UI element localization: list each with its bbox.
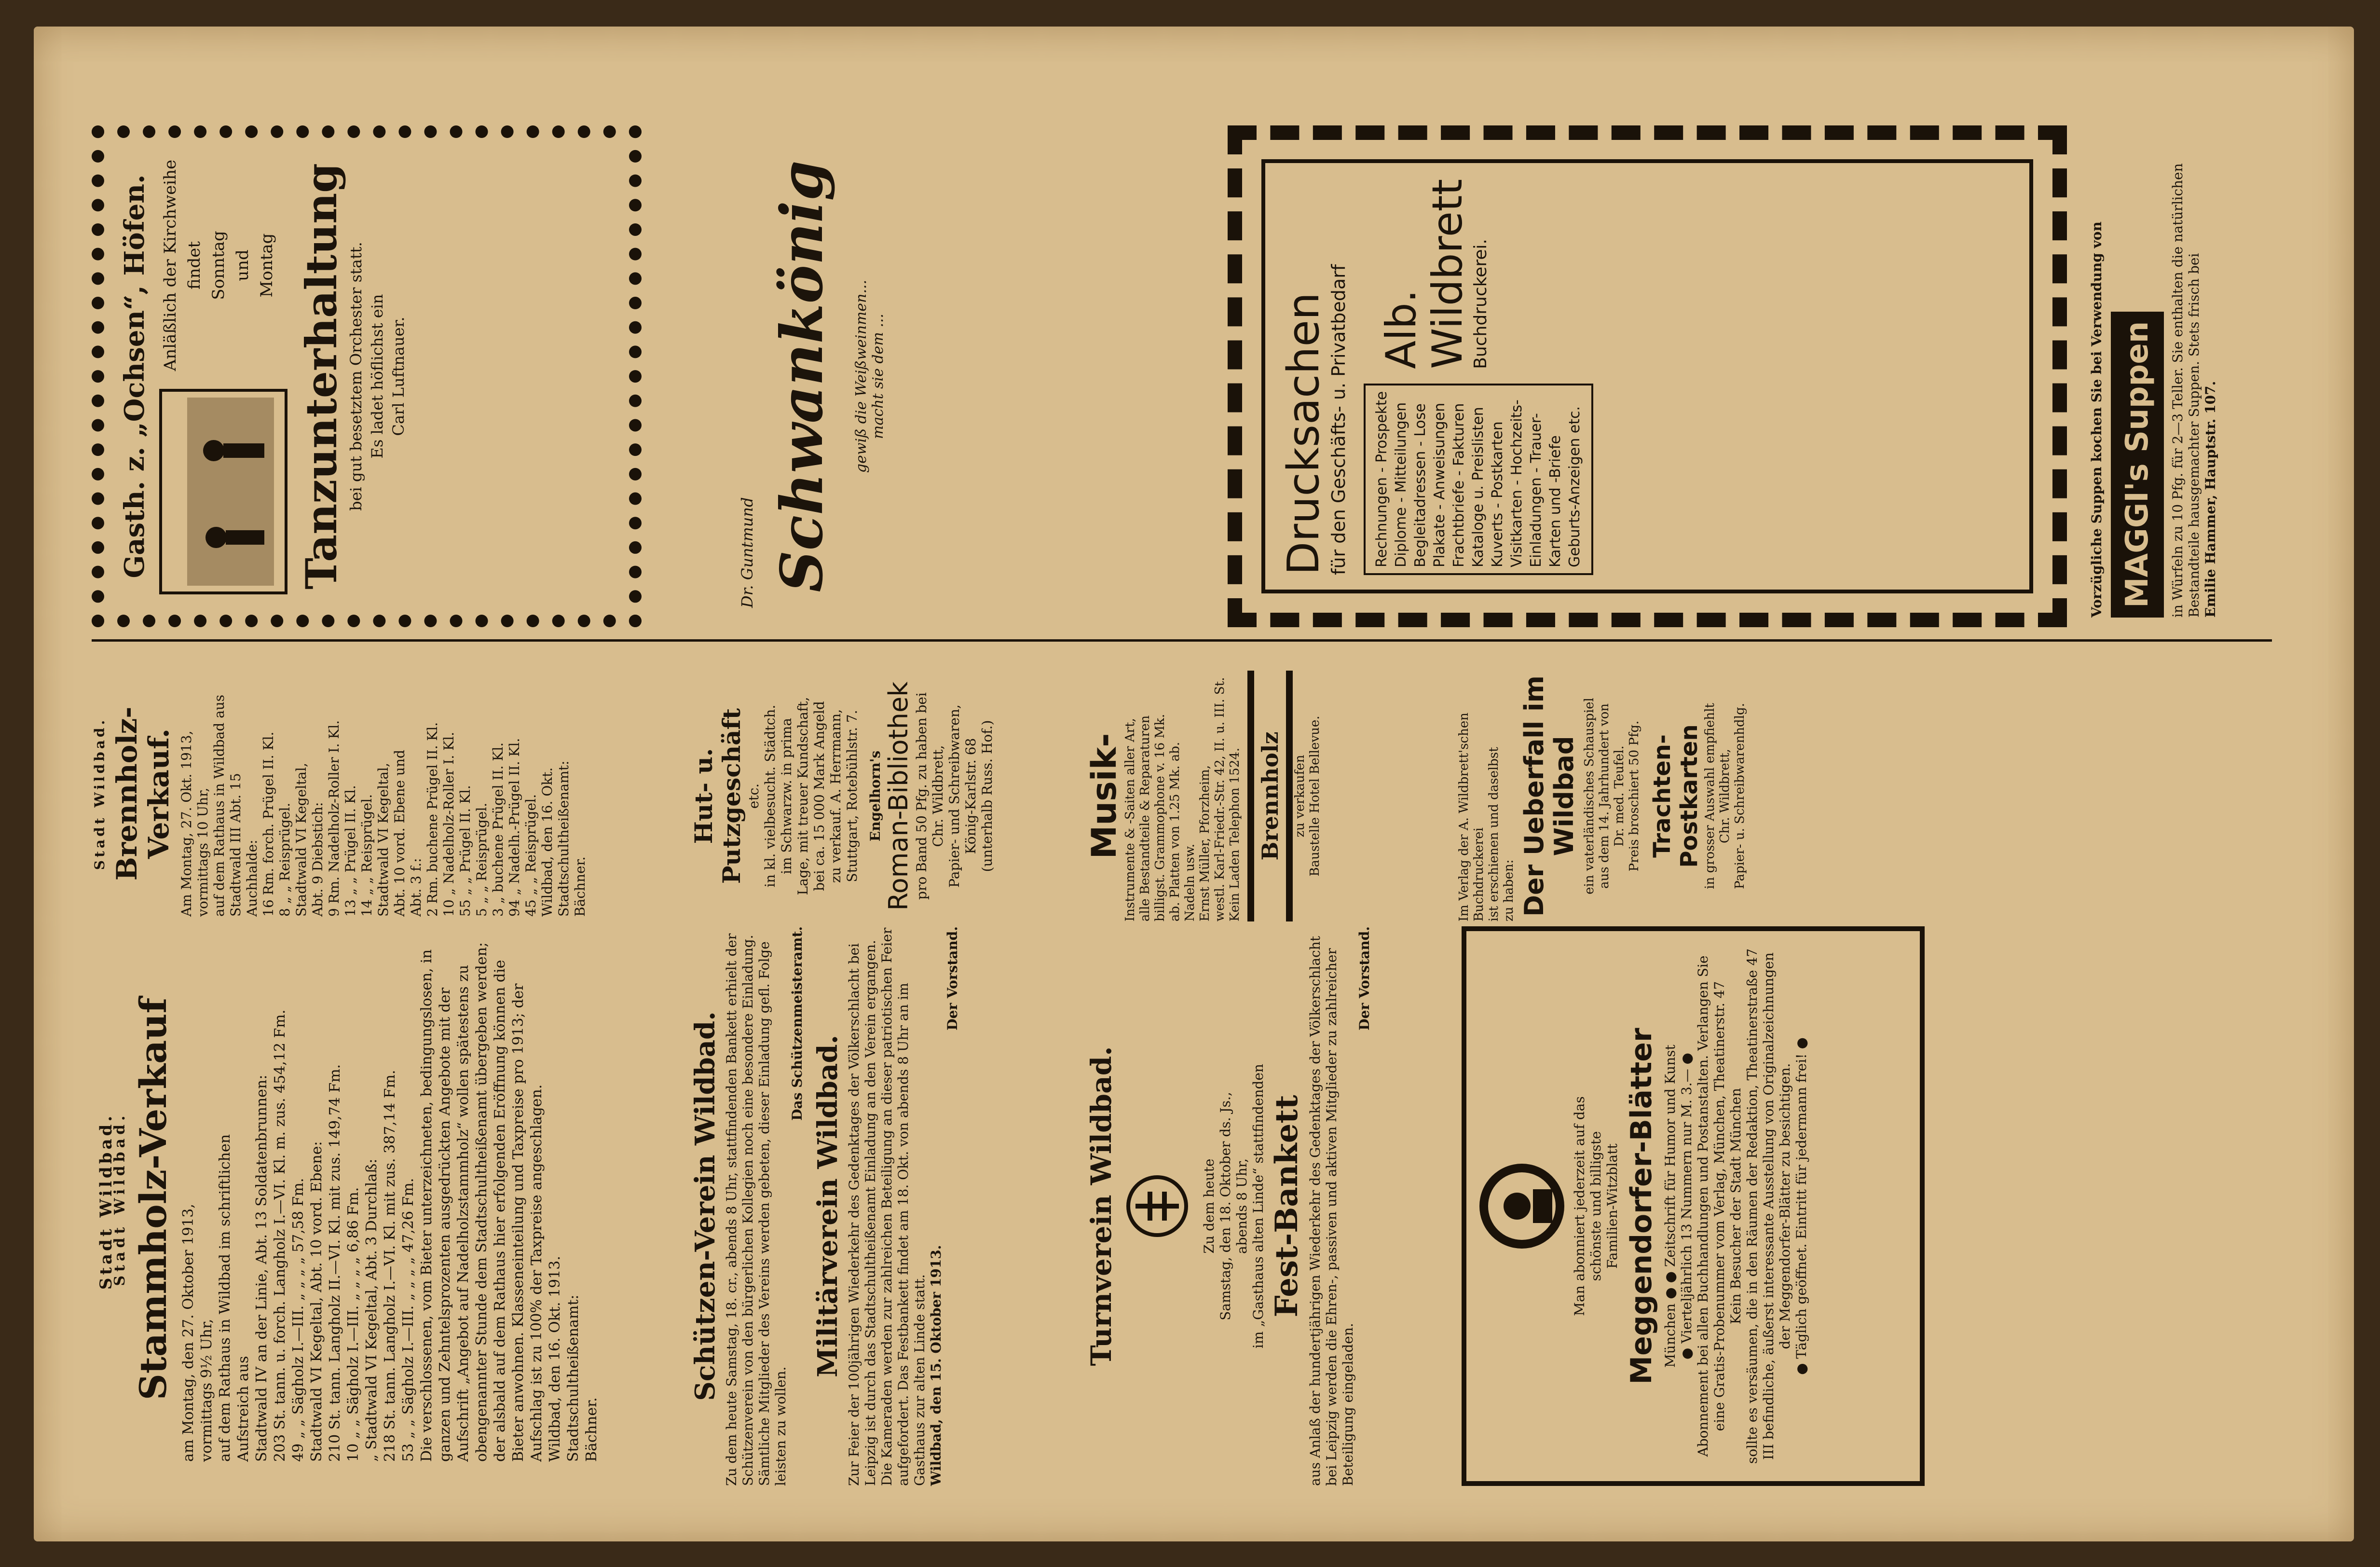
- brennholz-verkauf-line-1: vormittags 10 Uhr,: [195, 787, 211, 917]
- gasthaus-title: Gasth. z. „Ochsen“, Höfen.: [119, 174, 150, 578]
- schwanen-script-line-1: macht sie dem ...: [870, 314, 887, 439]
- ueberfall-line-0: ein vaterländisches Schauspiel: [1582, 698, 1597, 894]
- stammholz-title: Stammholz-Verkauf: [132, 997, 175, 1401]
- stammholz-line-16: Bächner.: [583, 1397, 600, 1462]
- musik-box: [1085, 671, 1452, 921]
- lower-half: [92, 666, 2272, 1496]
- stammholz-line-0: am Montag, den 27. Oktober 1913,: [180, 1204, 197, 1462]
- druck-item-8: Einladungen - Trauer-: [1528, 413, 1545, 567]
- militaer-title: Militärverein Wildbad.: [812, 1035, 844, 1377]
- engelhorn-line-2: Papier- und Schreibwaren,: [946, 704, 962, 888]
- gasthaus-line-3: und: [233, 249, 252, 281]
- brennholz-verkauf-line-0: Am Montag, 27. Okt. 1913,: [178, 730, 194, 917]
- meggendorfer-line-bottom-3: Kein Besucher der Stadt München: [1728, 1088, 1744, 1324]
- schuetzen-title: Schützen-Verein Wildbad.: [689, 1011, 721, 1401]
- stammholz-line-14: Wildbad, den 16. Okt. 1913.: [547, 1256, 563, 1462]
- meggendorfer-lines-bottom: [1662, 946, 1810, 1467]
- musik-line-6: westl. Karl-Friedr.-Str. 42, II. u. III. St.: [1213, 677, 1227, 921]
- musik-line-5: Ernst Müller, Pforzheim,: [1198, 765, 1212, 921]
- druck-firm-sub: Buchdruckerei.: [1471, 239, 1491, 369]
- musik-line-4: Nadeln usw.: [1183, 843, 1197, 921]
- musik-lines: [1123, 671, 1243, 921]
- meggendorfer-line-top-0: Man abonniert jederzeit auf das: [1572, 1096, 1587, 1316]
- engelhorn-top: Engelhorn's: [867, 750, 883, 842]
- brennholz-verkauf-title: Brennholz-Verkauf.: [110, 706, 175, 881]
- stammholz-line-1: vormittags 9½ Uhr,: [198, 1319, 215, 1462]
- verlag-line-2: zu haben:: [1502, 859, 1516, 921]
- stammholz-line-15: Stadtschultheißenamt:: [565, 1294, 582, 1462]
- engelhorn-line-4: (unterhalb Russ. Hof.): [979, 720, 995, 872]
- brennholz-verkauf-line-22: Wildbad, den 16. Okt.: [539, 767, 555, 917]
- brennholz-verkauf-line-3: Stadtwald III Abt. 15: [228, 773, 244, 917]
- hut-line-1: in kl. vielbesucht. Städtch.: [762, 704, 778, 888]
- schwanen-box: [646, 125, 1201, 627]
- engelhorn-line-3: König-Karlstr. 68: [963, 738, 979, 854]
- trachten-lines: [1703, 671, 1748, 921]
- druck-item-9: Karten und -Briefe: [1547, 435, 1564, 567]
- stammholz-line-4: Stadtwald IV an der Linie, Abt. 13 Soldatenbrunnen:: [253, 1074, 270, 1462]
- stammholz-line-3: Aufstreich aus: [235, 1356, 252, 1462]
- militaer-sign: Der Vorstand.: [944, 926, 960, 1031]
- maggi-brand: MAGGI's Suppen: [2111, 312, 2164, 618]
- musik-line-7: Kein Laden Telephon 1524.: [1228, 747, 1242, 921]
- hut-line-6: Stuttgart, Rotebühlstr. 7.: [844, 710, 860, 882]
- druck-subtitle: für den Geschäfts- u. Privatbedarf: [1328, 264, 1349, 575]
- hut-line-5: zu verkauf. A. Herrmann,: [828, 709, 844, 883]
- stammholz-line-7: Stadtwald VI Kegeltal, Abt. 10 vord. Ebene:: [308, 1141, 325, 1462]
- hut-line-4: bei ca. 15 000 Mark Angeld: [811, 701, 827, 891]
- turnverein-line-2: abends 8 Uhr,: [1234, 1158, 1250, 1254]
- brennholz-verkauf-line-15: 2 Rm. buchene Prügel II. Kl.: [424, 722, 440, 917]
- gasthaus-line2-2: Carl Luftnauer.: [389, 316, 408, 436]
- musik-line-2: billigst. Grammophone v. 16 Mk.: [1153, 714, 1167, 921]
- stammholz-line-2: auf dem Rathaus in Wildbad im schriftlichen: [217, 1134, 233, 1462]
- brennholz-verkauf-line-7: Stadtwald VI Kegeltal,: [293, 763, 309, 917]
- stammholz-line-12: 53 „ „ Sägholz I.—III. „ „ „ „ 47,26 Fm.: [400, 1178, 417, 1462]
- turnverein-line-3: im „Gasthaus alten Linde“ stattfindenden: [1250, 1064, 1266, 1348]
- brennholz-verkauf-line-13: Abt. 10 vord. Ebene und: [392, 750, 408, 917]
- stammholz-line-8: 210 St. tann. Langholz II.—VI. Kl. mit zus. 149,74 Fm.: [327, 1064, 343, 1462]
- druck-firm: Alb. Wildbrett: [1377, 179, 1472, 369]
- brennholz-verkauf-line-2: auf dem Rathaus in Wildbad aus: [211, 694, 227, 917]
- brennholz-title: Brennholz: [1247, 671, 1293, 921]
- stammholz-top-label: Stadt Wildbad.: [111, 1112, 128, 1286]
- trachten-line-2: Papier- u. Schreibwarenhdlg.: [1733, 703, 1747, 889]
- schwanen-script: [853, 145, 887, 608]
- druck-item-10: Geburts-Anzeigen etc.: [1566, 406, 1583, 567]
- ueberfall-title: Der Ueberfall im Wildbad: [1519, 675, 1579, 917]
- brennholz-verkauf-line-19: 3 „ buchene Prügel II. Kl.: [490, 742, 506, 917]
- ueberfall-line-1: aus dem 14. Jahrhundert von: [1597, 703, 1612, 889]
- turnverein-lines: [1201, 926, 1267, 1486]
- druck-item-6: Kuverts - Postkarten: [1489, 421, 1506, 567]
- dance-scene-icon: [158, 388, 288, 595]
- ueberfall-line-2: Dr. med. Teufel.: [1612, 745, 1627, 847]
- druck-item-7: Visitkarten - Hochzeits-: [1508, 399, 1525, 567]
- meggendorfer-title: Meggendorfer-Blätter: [1625, 1028, 1658, 1385]
- stammholz-line-6: 49 „ „ Sägholz I.—III. „ „ „ „ 57,58 Fm.: [290, 1178, 307, 1462]
- meggendorfer-line-bottom-5: ● Täglich geöffnet. Eintritt für jedermann frei! ●: [1793, 1037, 1809, 1375]
- gasthaus-line-2: Sonntag: [209, 231, 228, 300]
- verlag-line-0: Im Verlag der A. Wildbrett'schen Buchdruckerei: [1457, 713, 1486, 921]
- turnverein-line-1: Samstag, den 18. Oktober ds. Js.,: [1217, 1092, 1233, 1320]
- musik-line-3: ab. Platten von 1.25 Mk. ab.: [1168, 742, 1182, 921]
- brennholz-verkauf-lines: [178, 671, 588, 917]
- brennholz-verkauf-line-6: 8 „ „ Reisprügel.: [277, 802, 293, 917]
- meggendorfer-line-bottom-0: München ● ● Zeitschrift für Humor und Kunst: [1662, 1045, 1678, 1368]
- schuetzen-text: Zu dem heute Samstag, 18. cr., abends 8 Uhr, stattfindenden Bankett erhielt der Schützenverein von den bürgerlichen Kollegien noch eine besondere Einladung. Sämtliche Mitglieder des Vereins werden gebeten, dieser Einladung gefl. Folge leisten zu wollen.: [724, 933, 789, 1486]
- brennholz-lines: [1293, 671, 1323, 921]
- gasthaus-line2-1: Es ladet höflichst ein: [368, 294, 386, 459]
- gasthaus-line-4: Montag: [257, 233, 276, 298]
- hut-engelhorn-box: [690, 671, 1056, 921]
- druck-item-3: Plakate - Anweisungen: [1431, 402, 1448, 567]
- druck-title: Drucksachen: [1278, 292, 1329, 575]
- verlag-box: [1457, 671, 1852, 921]
- ueberfall-lines: [1582, 671, 1642, 921]
- meggendorfer-portrait-icon: [1476, 1160, 1568, 1252]
- meggendorfer-line-bottom-1: ● Vierteljährlich 13 Nummern nur M. 3.— ●: [1679, 1053, 1695, 1360]
- stammholz-top: Stadt Wildbad.: [96, 1113, 116, 1290]
- trachten-title: Trachten-Postkarten: [1649, 724, 1703, 868]
- brennholz-verkauf-line-18: 5 „ „ Reisprügel.: [474, 802, 490, 917]
- brennholz-verkauf-line-17: 55 „ „ Prügel II. Kl.: [457, 785, 473, 917]
- maggi-line2: in Würfeln zu 10 Pfg. für 2—3 Teller. Sie enthalten die natürlichen Bestandteile hausgemachter Suppen. Stets frisch bei: [2170, 163, 2202, 618]
- druck-item-0: Rechnungen - Prospekte: [1373, 391, 1390, 567]
- maggi-line3: Emilie Hammer, Hauptstr. 107.: [2202, 381, 2218, 618]
- fest-title: Fest-Bankett: [1269, 1095, 1305, 1318]
- gasthaus-big: Tanzunterhaltung: [296, 163, 346, 590]
- brennholz-verkauf-line-12: Stadtwald VI Kegeltal,: [375, 763, 391, 917]
- druck-item-2: Begleitadressen - Lose: [1412, 403, 1429, 567]
- musik-title: Musik-: [1084, 733, 1124, 859]
- turnverein-emblem-icon: [1121, 1170, 1193, 1242]
- turnverein-box: [1085, 926, 1452, 1486]
- engelhorn-line-0: pro Band 50 Pfg. zu haben bei: [914, 692, 930, 900]
- maggi-box: [2079, 125, 2262, 627]
- brennholz-verkauf-line-4: Auchhalde:: [244, 839, 260, 917]
- hut-line-2: im Schwarzw. in prima: [779, 718, 794, 874]
- trachten-line-1: Chr. Wildbrett,: [1718, 749, 1732, 843]
- hut-title: Hut- u. Putzgeschäft: [689, 708, 746, 884]
- trachten-line-0: in grosser Auswahl empfiehlt: [1703, 703, 1717, 889]
- druck-box: [1228, 125, 2067, 627]
- turnverein-line-0: Zu dem heute: [1201, 1158, 1217, 1254]
- meggendorfer-line-top-2: Familien-Witzblatt: [1604, 1143, 1620, 1269]
- meggendorfer-box: [1462, 926, 1925, 1486]
- stammholz-line-9: 10 „ „ Sägholz I.—III. „ „ „ „ 6,86 Fm.: [345, 1187, 362, 1462]
- maggi-line1: Vorzügliche Suppen kochen Sie bei Verwendung von: [2089, 221, 2105, 618]
- schuetzen-sign: Das Schützenmeisteramt.: [789, 926, 805, 1121]
- engelhorn-line-1: Chr. Wildbrett,: [930, 745, 946, 847]
- militaer-text: Zur Feier der 100jährigen Wiederkehr des Gedenktages der Völkerschlacht bei Leipzig ist durch das Stadtschultheißenamt Einladung an den Verein ergangen. Die Kameraden werden zur zahlreichen Beteiligung an dieser patriotischen Feier aufgefordert. Das Festbankett findet am 18. Okt. von abends 8 Uhr an im Gasthaus zur alten Linde statt.: [846, 927, 928, 1486]
- meggendorfer-line-bottom-2: Abonnement bei allen Buchhandlungen und Postanstalten. Verlangen Sie eine Gratis-Probenummer vom Verlag, München, Theatinerstr. 47: [1695, 955, 1727, 1457]
- musik-line-1: alle Bestandteile & Reparaturen: [1138, 715, 1152, 921]
- brennholz-line-1: Baustelle Hotel Bellevue.: [1308, 715, 1322, 877]
- ueberfall-line-3: Preis broschiert 50 Pfg.: [1627, 720, 1641, 872]
- schuetzen-militaer-box: [690, 926, 1056, 1486]
- brennholz-verkauf-line-24: Bächner.: [572, 856, 588, 917]
- hut-line-0: etc.: [746, 783, 762, 809]
- schwanen-small: Dr. Guntmund: [738, 497, 756, 608]
- schwanen-script-line-0: gewiß die Weißweinmen...: [853, 279, 870, 473]
- brennholz-verkauf-line-11: 14 „ „ Reisprügel.: [359, 794, 375, 917]
- fest-sign: Der Vorstand.: [1356, 926, 1372, 1031]
- gasthaus-lines: [158, 157, 288, 373]
- brennholz-verkauf-line-16: 10 „ Nadelholz-Roller I. Kl.: [441, 732, 457, 917]
- meggendorfer-lines-top: [1572, 946, 1621, 1467]
- gasthaus-line-0: Anläßlich der Kirchweihe: [161, 159, 180, 371]
- stammholz-line-5: 203 St. tann. u. forch. Langholz I.—VI. Kl. m. zus. 454,12 Fm.: [272, 1009, 288, 1462]
- engelhorn-title: Roman-Bibliothek: [883, 681, 914, 911]
- hut-line-3: Lage, mit treuer Kundschaft,: [795, 697, 811, 895]
- musik-line-0: Instrumente & -Saiten aller Art,: [1123, 718, 1137, 921]
- fest-text: aus Anlaß der hundertjährigen Wiederkehr des Gedenktages der Völkerschlacht bei Leipzig werden die Ehren-, passiven und aktiven Mitglieder zu zahlreicher Beteiligung eingeladen.: [1307, 935, 1356, 1486]
- verlag-line-1: ist erschienen und daselbst: [1487, 747, 1501, 921]
- brennholz-verkauf-line-14: Abt. 3 f.:: [408, 858, 424, 917]
- hut-lines: [746, 671, 861, 921]
- stammholz-line-10: „ Stadtwald VI Kegeltal, Abt. 3 Durchlaß:: [363, 1158, 380, 1462]
- meggendorfer-line-top-1: schönste und billigste: [1588, 1131, 1604, 1281]
- stammholz-line-11: 218 St. tann. Langholz I.—VI. Kl. mit zus. 387,14 Fm.: [382, 1070, 398, 1462]
- druck-items: [1364, 384, 1593, 575]
- brennholz-verkauf-line-9: 9 Rm. Nadelholz-Roller I. Kl.: [326, 720, 342, 917]
- brennholz-verkauf-line-21: 45 „ „ Reisprügel.: [523, 794, 539, 917]
- druck-item-4: Frachtbriefe - Fakturen: [1450, 403, 1467, 567]
- gasthaus-line-1: findet: [185, 241, 204, 290]
- engelhorn-lines: [914, 671, 996, 921]
- turnverein-title: Turnverein Wildbad.: [1085, 1046, 1118, 1366]
- brennholz-verkauf-line-10: 13 „ „ Prügel II. Kl.: [342, 785, 358, 917]
- verlag-lines: [1457, 671, 1517, 921]
- upper-half: [92, 125, 2272, 627]
- brennholz-verkauf-line-23: Stadtschultheißenamt:: [556, 760, 572, 917]
- gasthaus-box: [92, 125, 642, 627]
- druck-item-1: Diplome - Mitteilungen: [1393, 402, 1409, 567]
- brennholz-top-label: Stadt Wildbad.: [92, 717, 108, 870]
- brennholz-line-0: zu verkaufen: [1293, 755, 1307, 838]
- stammholz-line-13: Die verschlossenen, vom Bieter unterzeichneten, bedingungslosen, in ganzen und Zehntelsprozenten ausgedrückten Angebote mit der Aufschrift „Angebot auf Nadelholzstammholz“ wollen spätestens zu obengenannter Stunde dem Stadtschultheißenamt übergeben werden; der alsbald auf dem Rathaus hier erfolgenden Eröffnung können die Bieter anwohnen. Klasseneinteilung und Taxpreise pro 1913; der Aufschlag ist zu 100% der Taxpreise angeschlagen.: [418, 942, 545, 1462]
- gasthaus-line2-0: bei gut besetztem Orchester statt.: [347, 242, 365, 511]
- brennholz-verkauf-line-5: 16 Rm. forch. Prügel II. Kl.: [260, 731, 276, 917]
- meggendorfer-line-bottom-4: sollte es versäumen, die in den Räumen der Redaktion, Theatinerstraße 47 III befindliche, äußerst interessante Ausstellung von Originalzeichnungen der Meggendorfer-Blätter zu besichtigen.: [1744, 948, 1793, 1464]
- militaer-date: Wildbad, den 15. Oktober 1913.: [928, 1245, 944, 1486]
- schwanen-big: Schwankönig: [768, 160, 836, 592]
- brennholz-verkauf-line-8: Abt. 9 Diebstich:: [310, 802, 326, 917]
- brennholz-box: [92, 671, 661, 917]
- brennholz-verkauf-line-20: 94 „ Nadelh.-Prügel II. Kl.: [506, 738, 522, 917]
- gasthaus-lines2: [345, 157, 409, 595]
- druck-item-5: Kataloge u. Preislisten: [1470, 407, 1487, 567]
